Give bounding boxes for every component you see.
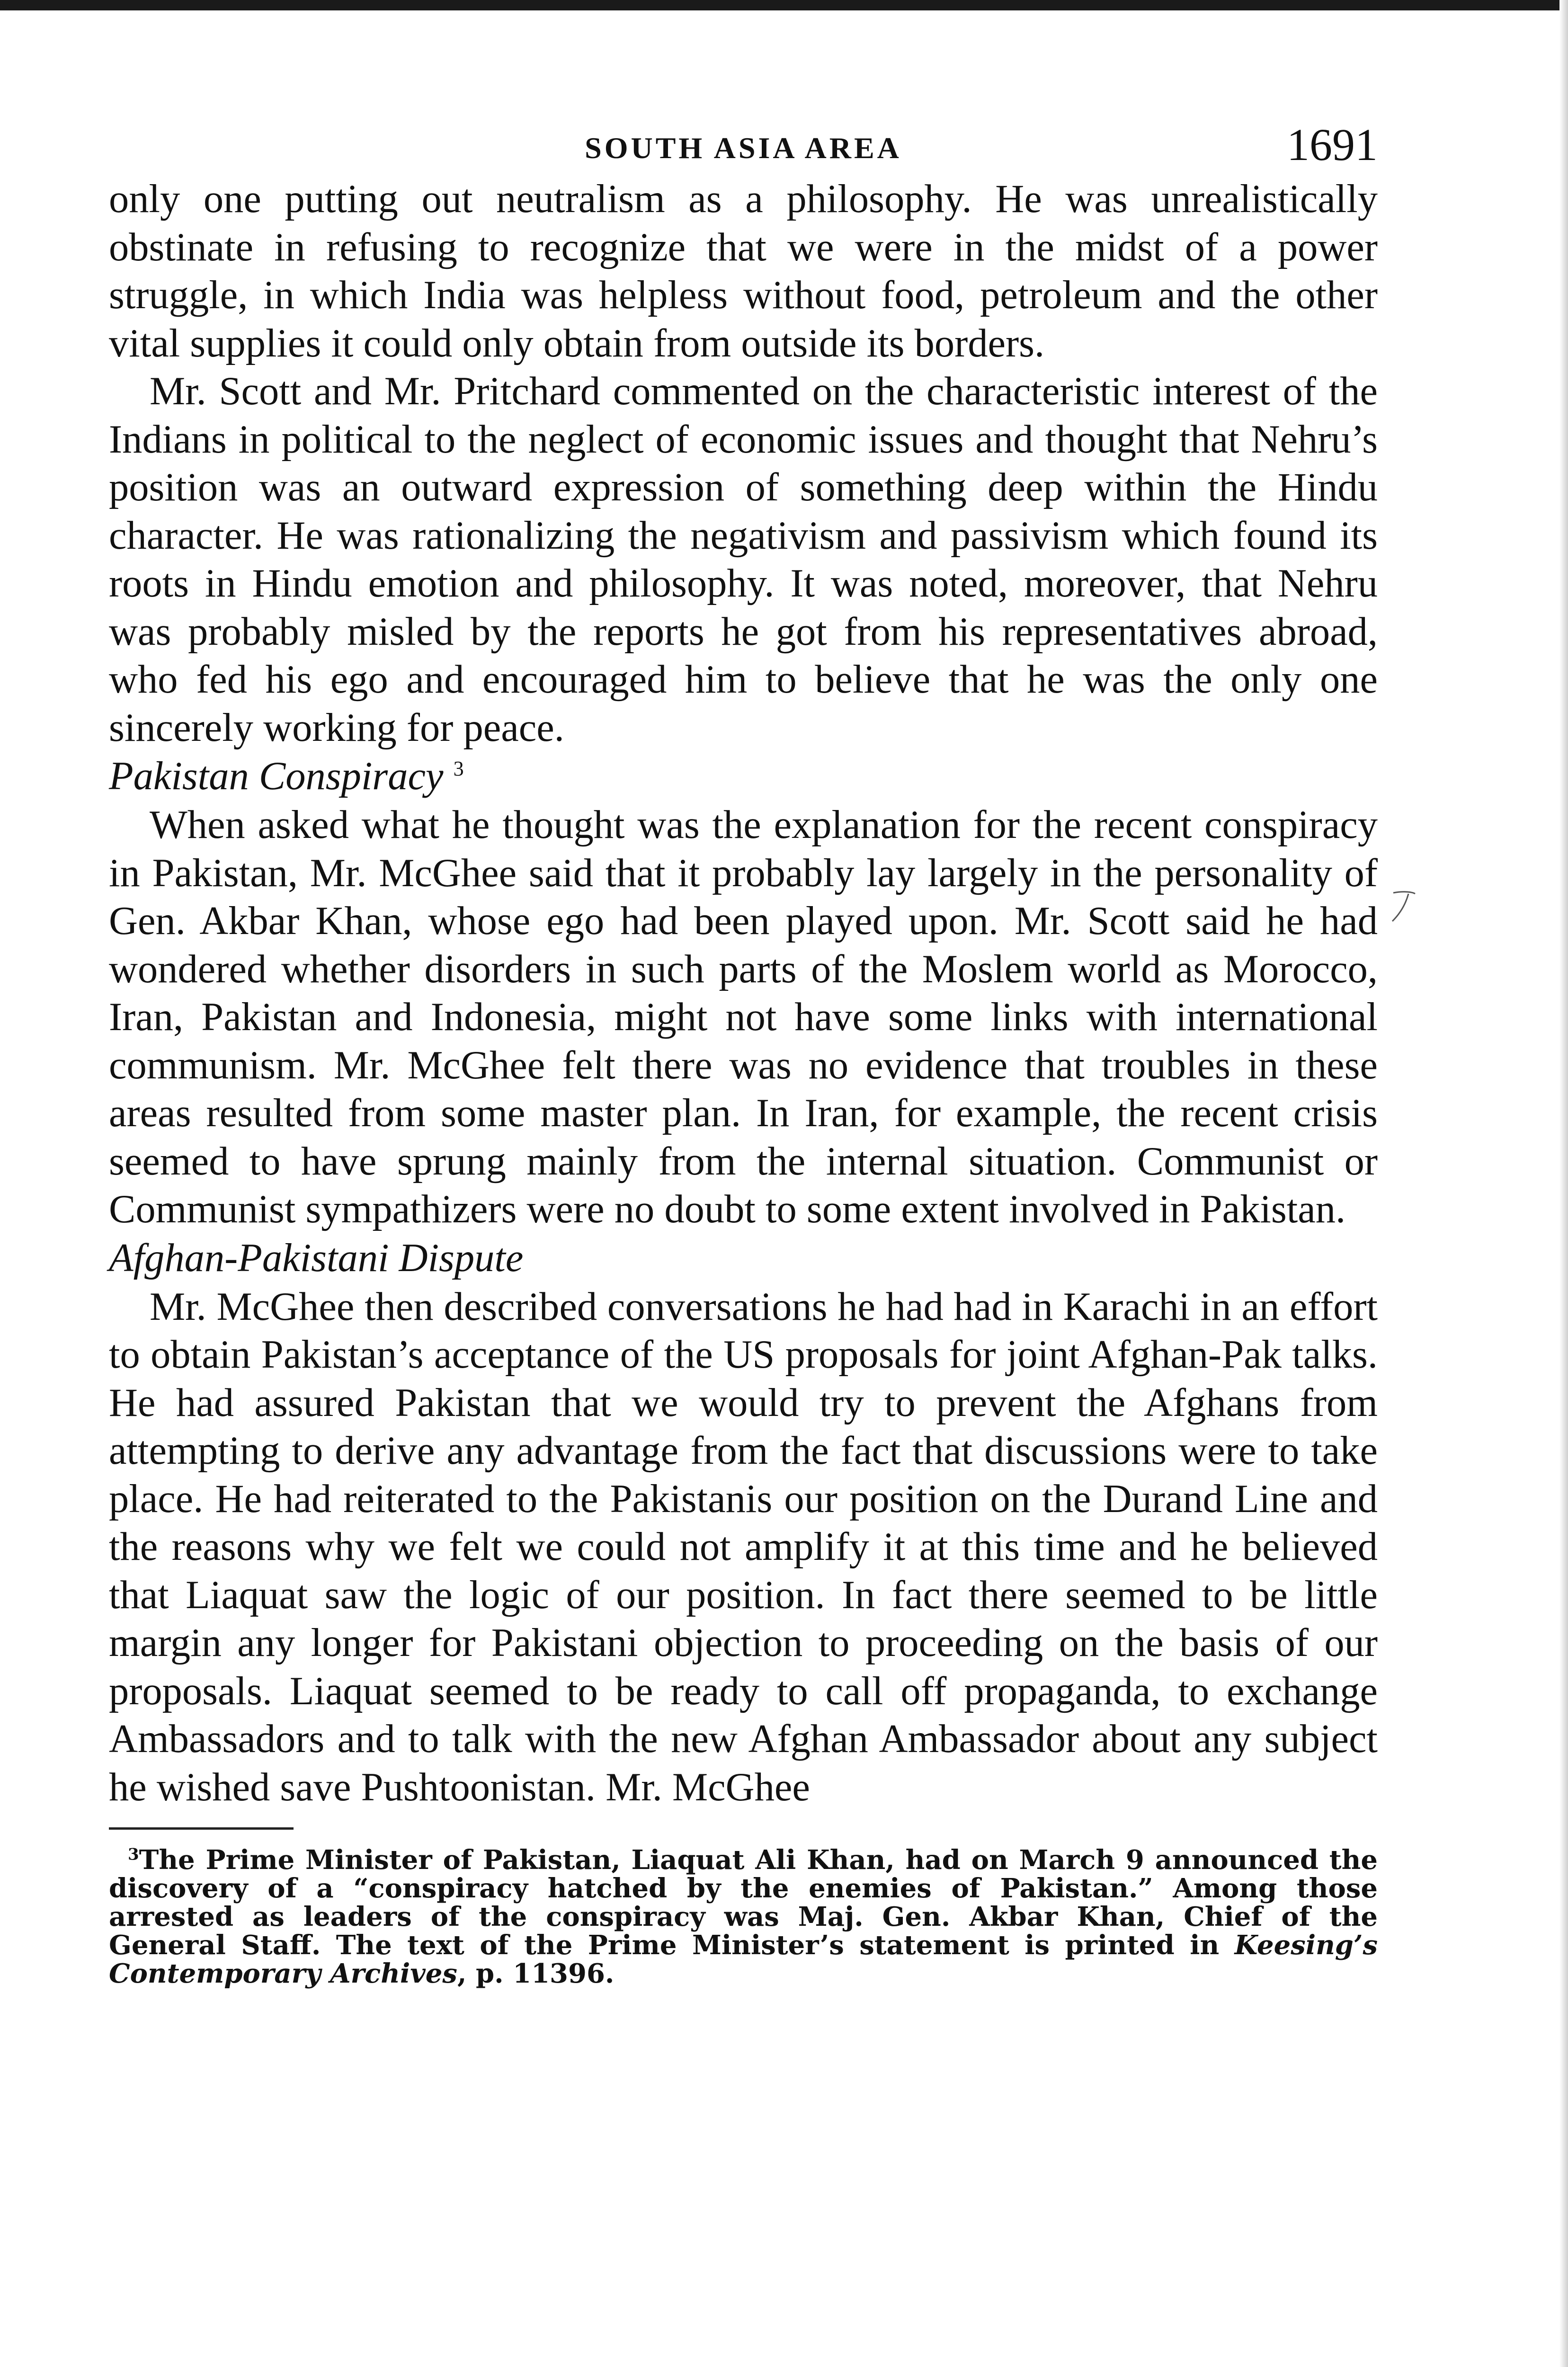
document-page <box>109 118 1378 1988</box>
heading-afghan-pakistani-dispute: Afghan-Pakistani Dispute <box>109 1236 524 1280</box>
footnote-text-part2: , p. 11396. <box>457 1958 615 1989</box>
running-title: SOUTH ASIA AREA <box>585 131 902 165</box>
footnote-reference: 3 <box>453 756 464 780</box>
paragraph-1: only one putting out neutralism as a philosophy. He was unrealistically obstinate in refusing to recognize that we were in the midst of a power struggle, in which India was helpless without food, petroleum and the other vital supplies it could only obtain from outside its borders. <box>109 177 1378 365</box>
footnote-text-part1: The Prime Minister of Pakistan, Liaquat Ali Khan, had on March 9 announced the discovery of a “conspiracy hatched by the enemies of Pakistan.” Among those arrested as leaders of the conspiracy was Maj. Gen. Akbar Khan, Chief of the General Staff. The text of the Prime Minister’s statement is printed in <box>109 1844 1378 1961</box>
top-scan-border <box>0 0 1568 10</box>
page-number: 1691 <box>1287 119 1378 170</box>
footnote-marker: 3 <box>128 1845 139 1864</box>
pencil-check-mark <box>1390 890 1418 923</box>
heading-pakistan-conspiracy-text: Pakistan Conspiracy <box>109 754 444 798</box>
paragraph-2: Mr. Scott and Mr. Pritchard commented on the characteristic interest of the Indians in political to the neglect of economic issues and thought that Nehru’s position was an outward expression of something deep within the Hindu character. He was rationalizing the negativism and passivism which found its roots in Hindu emotion and philosophy. It was noted, moreover, that Nehru was probably misled by the reports he got from his representatives abroad, who fed his ego and encouraged him to believe that he was the only one sincerely working for peace. <box>109 369 1378 750</box>
running-header <box>109 118 1378 175</box>
body-text <box>109 175 1378 1811</box>
paragraph-4: Mr. McGhee then described conversations he had had in Karachi in an effort to obtain Pakistan’s acceptance of the US proposals for joint Afghan-Pak talks. He had assured Pakistan that we would try to prevent the Afghans from attempting to derive any advantage from the fact that discussions were to take place. He had reiterated to the Pakistanis our position on the Durand Line and the reasons why we felt we could not amplify it at this time and he believed that Liaquat saw the logic of our position. In fact there seemed to be little margin any longer for Pakistani objection to proceeding on the basis of our proposals. Liaquat seemed to be ready to call off propaganda, to exchange Ambassadors and to talk with the new Afghan Ambassador about any subject he wished save Pushtoonistan. Mr. McGhee <box>109 1284 1378 1809</box>
footnote-source-title: Keesing’s Contemporary Archives <box>109 1930 1378 1989</box>
heading-pakistan-conspiracy <box>109 752 1378 801</box>
footnote-divider <box>109 1827 294 1830</box>
paragraph-3: When asked what he thought was the explanation for the recent conspiracy in Pakistan, Mr. McGhee said that it probably lay largely in the personality of Gen. Akbar Khan, whose ego had been played upon. Mr. Scott said he had wondered whether disorders in such parts of the Moslem world as Morocco, Iran, Pakistan and Indonesia, might not have some links with international communism. Mr. McGhee felt there was no evidence that troubles in these areas resulted from some master plan. In Iran, for example, the recent crisis seemed to have sprung mainly from the internal situation. Communist or Communist sympathizers were no doubt to some extent involved in Pakistan. <box>109 803 1378 1231</box>
right-scan-edge <box>1559 0 1568 2367</box>
footnote <box>109 1846 1378 1988</box>
